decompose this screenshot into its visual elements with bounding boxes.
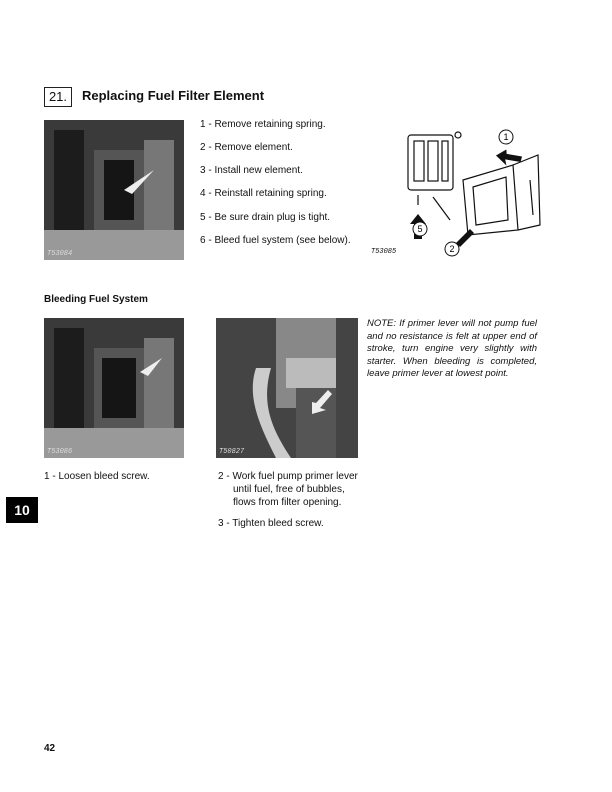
step-3: 3 - Install new element. — [200, 165, 303, 176]
bleed-step-1: 1 - Loosen bleed screw. — [44, 471, 150, 482]
step-2: 2 - Remove element. — [200, 142, 293, 153]
filter-photo-illustration — [44, 120, 184, 260]
bleeding-note: NOTE: If primer lever will not pump fuel and no resistance is felt at upper end of stroke, turn engine very slightly with starter. When bleeding is completed, leave primer lever at lowest point. — [367, 318, 537, 379]
section-title: Replacing Fuel Filter Element — [82, 88, 265, 103]
section-number: 21. — [44, 87, 72, 107]
bleed-photo-2 — [216, 318, 358, 458]
diagram-code: T53085 — [371, 248, 397, 256]
bleed-photo-2-illustration — [216, 318, 358, 458]
section-tab: 10 — [6, 497, 38, 523]
filter-diagram — [378, 125, 548, 260]
page-number: 42 — [44, 743, 56, 754]
filter-diagram-drawing — [378, 125, 548, 260]
bleed-step-3: 3 - Tighten bleed screw. — [218, 518, 324, 529]
callout-1: 1 — [503, 132, 509, 142]
step-5: 5 - Be sure drain plug is tight. — [200, 212, 331, 223]
bleed-step-2-line-1: 2 - Work fuel pump primer lever — [218, 471, 358, 482]
callout-2: 2 — [449, 244, 455, 254]
bleed-step-2 — [218, 470, 368, 509]
step-1: 1 - Remove retaining spring. — [200, 119, 326, 130]
photo-code: T53084 — [47, 250, 73, 258]
step-6: 6 - Bleed fuel system (see below). — [200, 235, 351, 246]
photo-code: T50827 — [219, 448, 245, 456]
photo-code: T53086 — [47, 448, 73, 456]
bleed-photo-1-illustration — [44, 318, 184, 458]
step-4: 4 - Reinstall retaining spring. — [200, 188, 327, 199]
bleed-photo-1 — [44, 318, 184, 458]
bleeding-heading: Bleeding Fuel System — [44, 294, 148, 305]
bleed-step-2-line-3: flows from filter opening. — [233, 497, 342, 508]
callout-5: 5 — [417, 224, 423, 234]
bleed-step-2-line-2: until fuel, free of bubbles, — [233, 484, 345, 495]
filter-photo — [44, 120, 184, 260]
